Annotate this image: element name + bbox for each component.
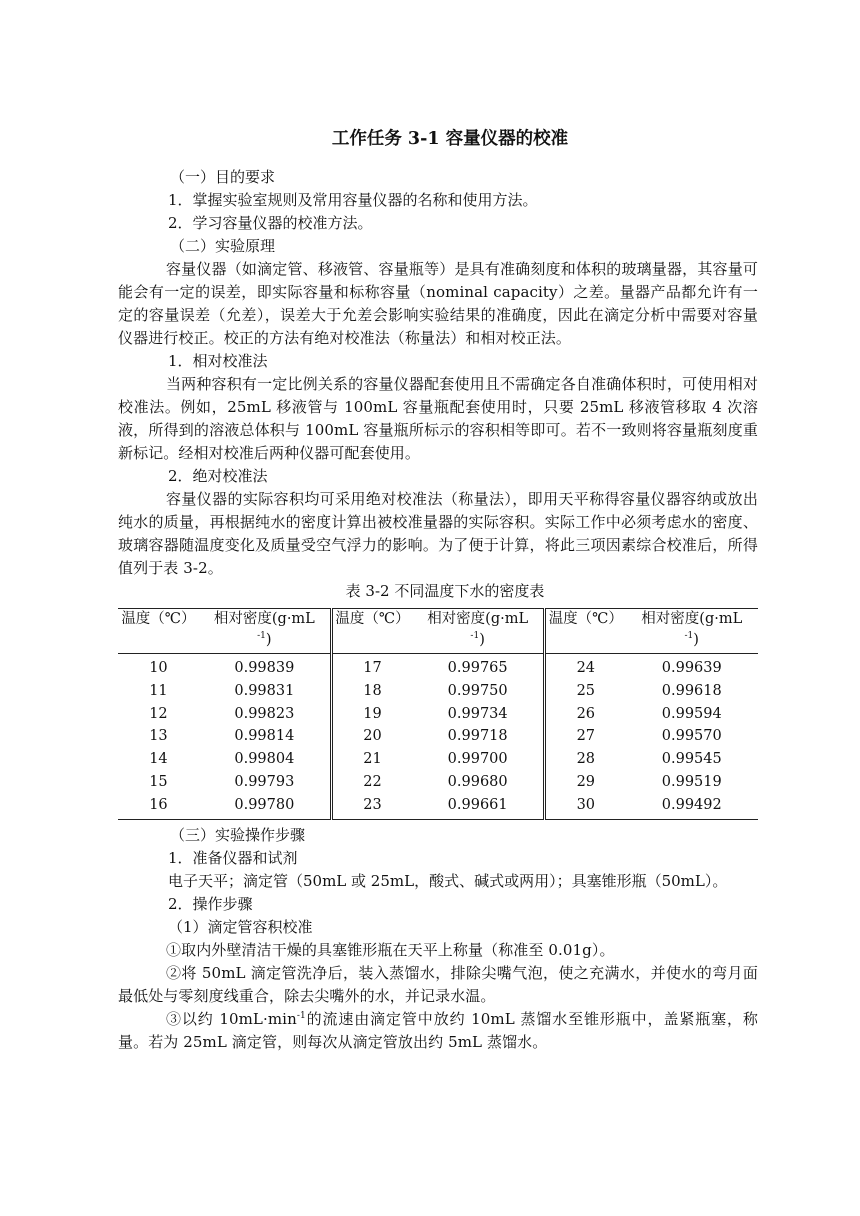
subheading-relative-calibration: 1．相对校准法 (168, 352, 268, 370)
step-item: ①取内外壁清洁干燥的具塞锥形瓶在天平上称量（称准至 0.01g）。 (166, 940, 615, 959)
density-cell: 0.99765 (412, 654, 544, 680)
header-temperature: 温度（℃） (118, 609, 199, 654)
section-heading-procedure: （三）实验操作步骤 (170, 825, 306, 844)
table-row (118, 771, 758, 794)
density-cell: 0.99639 (661, 660, 722, 676)
density-cell: 0.99680 (412, 771, 544, 794)
principle-paragraph: 容量仪器（如滴定管、移液管、容量瓶等）是具有准确刻度和体积的玻璃量器，其容量可能会有一定的误差，即实际容量和标称容量（nominal capacity）之差。量器产品都允许有一定的容量误差（允差），误差大于允差会影响实验结果的准确度，因此在滴定分析中需要对容量仪器进行校正。校正的方法有绝对校准法（称量法）和相对校正法。 (118, 260, 758, 347)
header-relative-density: 相对密度(g·mL $^{-1}$) (626, 609, 759, 654)
temperature-cell: 27 (576, 728, 596, 745)
density-cell: 0.99519 (661, 773, 722, 790)
table-body (118, 654, 758, 820)
step-item: ③以约 $10mL\cdot\min^{-1}$的流速由滴定管中放约 10mL 蒸馏水至锥形瓶中，盖紧瓶塞，称量。若为 25mL 滴定管，则每次从滴定管放出约 5mL 蒸馏水。 (118, 1009, 758, 1051)
subheading-preparation: 1．准备仪器和试剂 (168, 848, 298, 867)
section-heading-objectives: （一）目的要求 (170, 168, 276, 186)
density-cell: 0.99734 (412, 703, 544, 726)
subheading-steps: 2．操作步骤 (168, 894, 253, 913)
density-cell: 0.99570 (661, 728, 722, 745)
table-row (118, 703, 758, 726)
density-cell: 0.99618 (661, 682, 722, 699)
temperature-cell: 15 (149, 773, 168, 790)
density-cell: 0.99492 (626, 794, 759, 819)
equipment-list: 电子天平；滴定管（50mL 或 25mL，酸式、碱式或两用）；具塞锥形瓶（50mL）。 (168, 871, 728, 890)
temperature-cell: 29 (576, 773, 596, 790)
document-title: 工作任务 3-1 容量仪器的校准 (331, 129, 569, 149)
temperature-cell: 30 (545, 794, 626, 819)
temperature-cell: 11 (149, 682, 168, 699)
table-row (118, 680, 758, 703)
temperature-cell: 22 (363, 773, 382, 790)
objective-item: 1．掌握实验室规则及常用容量仪器的名称和使用方法。 (168, 191, 538, 209)
table-caption: 表 3-2 不同温度下水的密度表 (345, 582, 545, 600)
density-cell: 0.99661 (412, 794, 544, 819)
density-cell: 0.99804 (199, 748, 331, 771)
temperature-cell: 21 (363, 751, 382, 768)
temperature-cell: 20 (363, 728, 382, 745)
temperature-cell: 19 (363, 705, 382, 722)
density-cell: 0.99780 (199, 794, 331, 819)
density-cell: 0.99750 (412, 680, 544, 703)
temperature-cell: 24 (576, 660, 596, 676)
header-relative-density: 相对密度(g·mL $^{-1}$) (199, 609, 331, 654)
density-cell: 0.99814 (199, 725, 331, 748)
document-body (118, 126, 758, 1054)
subheading-absolute-calibration: 2．绝对校准法 (168, 467, 268, 485)
temperature-cell: 25 (576, 682, 596, 699)
table-row (118, 725, 758, 748)
density-cell: 0.99594 (661, 705, 722, 722)
density-cell: 0.99700 (412, 748, 544, 771)
temperature-cell: 12 (149, 705, 168, 722)
temperature-cell: 18 (363, 682, 382, 699)
table-row (118, 654, 758, 680)
header-temperature: 温度（℃） (331, 609, 412, 654)
step-item: ②将 50mL 滴定管洗净后，装入蒸馏水，排除尖嘴气泡，使之充满水，并使水的弯月面最低处与零刻度线重合，除去尖嘴外的水，并记录水温。 (118, 963, 758, 1005)
step-heading-burette: （1）滴定管容积校准 (168, 917, 313, 936)
density-cell: 0.99831 (199, 680, 331, 703)
density-cell: 0.99718 (412, 725, 544, 748)
density-cell: 0.99839 (199, 654, 331, 680)
density-cell: 0.99823 (199, 703, 331, 726)
temperature-cell: 17 (363, 660, 382, 676)
density-cell: 0.99545 (661, 751, 722, 768)
temperature-cell: 14 (149, 751, 168, 768)
temperature-cell: 16 (118, 794, 199, 819)
temperature-cell: 23 (331, 794, 412, 819)
relative-calibration-paragraph: 当两种容积有一定比例关系的容量仪器配套使用且不需确定各自准确体积时，可使用相对校准法。例如，25mL 移液管与 100mL 容量瓶配套使用时，只要 25mL 移液管移取 4 次溶液，所得到的溶液总体积与 100mL 容量瓶所标示的容积相等即可。若不一致则将容量瓶刻度重新标记。经相对校准后两种仪器可配套使用。 (118, 375, 758, 462)
table-row (118, 748, 758, 771)
density-cell: 0.99793 (199, 771, 331, 794)
table-header-row (118, 609, 758, 654)
header-relative-density: 相对密度(g·mL $^{-1}$) (412, 609, 544, 654)
objective-item: 2．学习容量仪器的校准方法。 (168, 214, 373, 232)
temperature-cell: 28 (576, 751, 596, 768)
temperature-cell: 26 (576, 705, 596, 722)
temperature-cell: 10 (149, 660, 168, 676)
section-heading-principle: （二）实验原理 (170, 237, 276, 255)
absolute-calibration-paragraph: 容量仪器的实际容积均可采用绝对校准法（称量法），即用天平称得容量仪器容纳或放出纯水的质量，再根据纯水的密度计算出被校准量器的实际容积。实际工作中必须考虑水的密度、玻璃容器随温度变化及质量受空气浮力的影响。为了便于计算，将此三项因素综合校准后，所得值列于表 3-2。 (118, 490, 758, 577)
header-temperature: 温度（℃） (545, 609, 626, 654)
water-density-table (118, 608, 758, 820)
table-row (118, 794, 758, 819)
temperature-cell: 13 (149, 728, 168, 745)
